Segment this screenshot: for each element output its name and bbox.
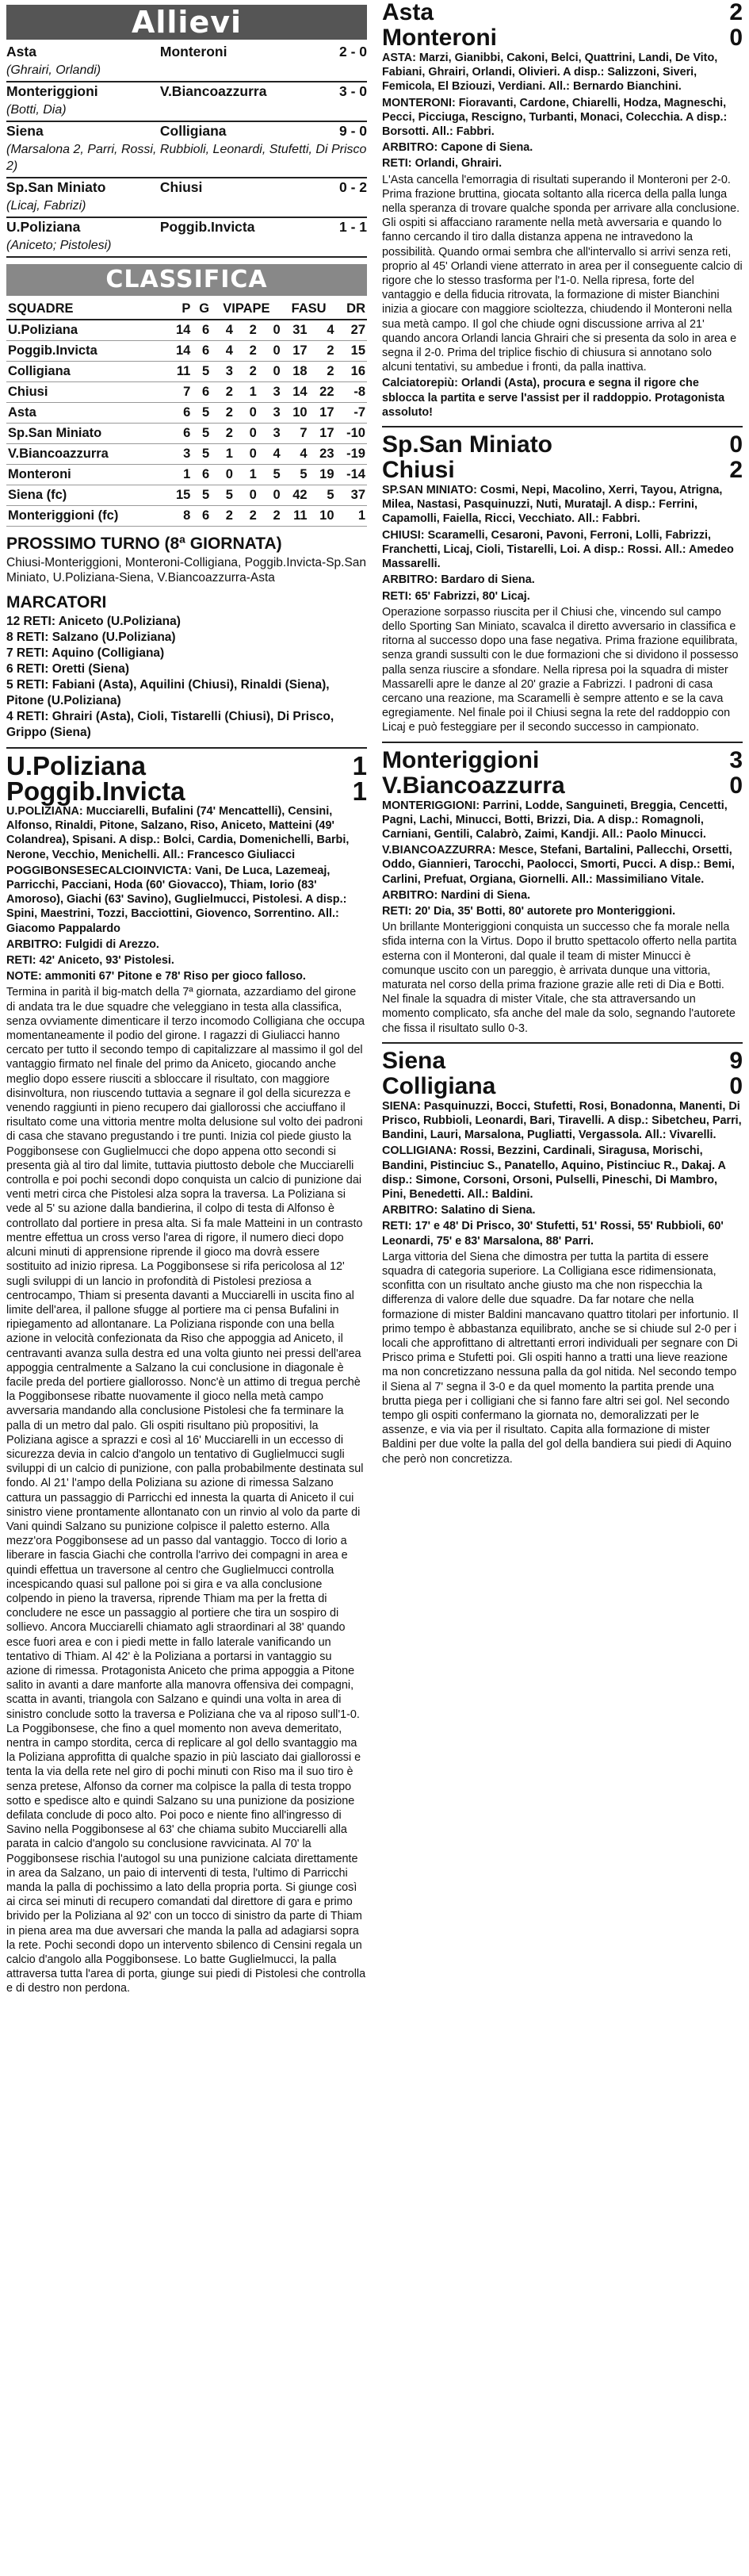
standings-cell-f: 17 [282,341,309,362]
standings-cell-pa: 0 [235,444,258,465]
standings-cell-dr: -8 [336,382,367,403]
standings-cell-pe: 3 [258,403,282,424]
standings-cell-pa: 2 [235,506,258,527]
standings-cell-p: 15 [167,485,193,506]
result-scorers-row [6,140,367,178]
standings-cell-dr: 16 [336,362,367,382]
lineup-line: RETI: Orlandi, Ghrairi. [382,157,503,171]
home-team: Siena [6,123,44,139]
standings-cell-f: 7 [282,424,309,444]
away-team-score: 0 [729,1072,743,1099]
standings-cell-team: Monteriggioni (fc) [6,506,167,527]
divider [382,426,743,427]
home-team-name: Sp.San Miniato [382,431,553,458]
match-article-siena-colligiana [382,1048,743,1466]
match-home-line [382,0,743,25]
lineup-line: CHIUSI: Scaramelli, Cesaroni, Pavoni, Ferroni, Lolli, Fabrizzi, Franchetti, Licaj, Cioli, Tistarelli, Loi. A disp.: Rossi. All.: Amedeo Massarelli. [382,528,734,571]
standings-cell-team: Poggib.Invicta [6,341,167,362]
standings-cell-team: Chiusi [6,382,167,403]
standings-cell-g: 6 [192,382,211,403]
standings-cell-pe: 3 [258,424,282,444]
standings-cell-v: 2 [211,382,235,403]
standings-cell-dr: 15 [336,341,367,362]
home-team-score: 2 [729,0,743,25]
standings-cell-pa: 1 [235,382,258,403]
standings-table [6,299,367,527]
lineup-line: NOTE: ammoniti 67' Pitone e 78' Riso per gioco falloso. [6,970,306,983]
lineup-line: POGGIBONSESECALCIOINVICTA: Vani, De Luca, Lazemeaj, Parricchi, Pacciani, Hoda (60' Giovacco), Thiam, Iorio (83' Amoroso), Giachi (63' Savino), Guglielmucci, Pistolesi. A disp.: Spini, Maestrini, Tozzi, Bacciottini, Giovenco, Sorrentino. All.: Giacomo Pappalardo [6,864,347,935]
away-team: Poggib.Invicta [159,219,255,235]
standings-cell-v: 0 [211,465,235,485]
lineup-line: ARBITRO: Capone di Siena. [382,141,533,155]
goal-scorers: (Licaj, Fabrizi) [6,197,367,217]
standings-cell-a: 22 [309,382,336,403]
match-home-line [382,432,743,458]
standings-cell-a: 19 [309,465,336,485]
standings-row [6,382,367,403]
match-report: Un brillante Monteriggioni conquista un successo che fa morale nella sfida interna con la Virtus. Dopo il brutto spettacolo offerto nella partita esterna con il Monteroni, dal quale il team di mister Minucci è comunque uscito con un pareggio, è arrivata dunque una vittoria, maturata nel corso della prima frazione grazie alle reti di Dia e Botti. Nel finale la squadra di mister Vitale, che sta attraversando un momento complicato, sfa anche del male da solo, segnando l'autorete che fissa il risultato sullo 0-3. [382,921,737,1035]
goal-scorers: (Aniceto; Pistolesi) [6,236,367,257]
standings-cell-f: 42 [282,485,309,506]
standings-row [6,465,367,485]
scorer-line: 8 RETI: Salzano (U.Poliziana) [6,631,176,644]
standings-col-header: DR [336,299,367,320]
standings-cell-pa: 2 [235,362,258,382]
divider [6,747,367,749]
away-team: Colligiana [159,123,227,139]
standings-row [6,320,367,341]
standings-row [6,424,367,444]
result-row [6,82,367,101]
lineup-line: V.BIANCOAZZURRA: Mesce, Stefani, Bartalini, Pallecchi, Orsetti, Oddo, Giannieri, Tarocchi, Paolocci, Smorti, Pucci. A disp.: Bemi, Carlini, Prefuat, Orgiana, Giornelli. All.: Massimiliano Vitale. [382,844,735,886]
standings-col-header: P [167,299,193,320]
home-team: Sp.San Miniato [6,179,106,195]
standings-cell-p: 8 [167,506,193,527]
standings-cell-p: 6 [167,424,193,444]
match-home-line [6,753,367,779]
standings-cell-a: 10 [309,506,336,527]
lineup-line: SIENA: Pasquinuzzi, Bocci, Stufetti, Rosi, Bonadonna, Manenti, Di Prisco, Rubbioli, Leonardi, Bari, Tiravelli. A disp.: Sibetcheu, Parri, Bandini, Lauri, Marsalona, Pugliatti, Vergassola. All.: Vivarelli. [382,1099,742,1142]
lineup-line: MONTERIGGIONI: Parrini, Lodde, Sanguineti, Breggia, Cencetti, Pagni, Lachi, Minucci, Botti, Brizzi, Dia. A disp.: Romagnoli, Carniani, Gentili, Calabrò, Zaimi, Kandji. All.: Paolo Minucci. [382,799,728,841]
standings-cell-p: 11 [167,362,193,382]
home-team-name: Monteriggioni [382,746,540,773]
standings-row [6,506,367,527]
home-team-score: 1 [352,751,367,780]
lineup-line: COLLIGIANA: Rossi, Bezzini, Cardinali, Siragusa, Morischi, Bandini, Pistinciuc S., Panatello, Aquino, Pistinciuc R., Dakaj. A disp.: Simone, Corsoni, Orsoni, Pulselli, Pineschi, Di Mambro, Pini, Benedetti. All.: Baldini. [382,1144,726,1201]
match-report: Operazione sorpasso riuscita per il Chiusi che, vincendo sul campo dello Sporting San Miniato, scavalca il diretto avversario in classifica e ritorna al successo dopo una fase negativa. Prima frazione equilibrata, senza grandi sussulti con le due formazioni che si dividono il possesso palla senza riuscire a sfondare. Nella ripresa poi la squadra di mister Massarelli apre le danze al 20' grazie a Fabrizzi. I padroni di casa cercano una reazione, ma Scaramelli è sempre attento e se la cava egregiamente. Nel finale poi il Chiusi segna la rete del raddoppio con Licaj e può festeggiare per il secondo successo in campionato. [382,605,739,734]
standings-cell-dr: 37 [336,485,367,506]
lineup-line: RETI: 42' Aniceto, 93' Pistolesi. [6,954,174,968]
lineup-line: MONTERONI: Fioravanti, Cardone, Chiarelli, Hodza, Magneschi, Pecci, Picciuga, Rescigno, Turbanti, Monaci, Colecchia. A disp.: Borsotti. All.: Fabbri. [382,96,728,139]
away-team: V.Biancoazzurra [159,83,267,99]
scorers-title: MARCATORI [6,593,107,611]
standings-cell-p: 1 [167,465,193,485]
away-team-score: 0 [729,25,743,51]
section-header-allievi: Allievi [6,5,367,40]
standings-cell-p: 14 [167,341,193,362]
standings-cell-pa: 2 [235,341,258,362]
match-away-line [6,776,367,806]
standings-cell-pa: 1 [235,465,258,485]
away-team-name: Monteroni [382,25,497,51]
standings-cell-p: 14 [167,320,193,341]
standings-cell-g: 6 [192,341,211,362]
lineup-line: RETI: 17' e 48' Di Prisco, 30' Stufetti, 51' Rossi, 55' Rubbioli, 60' Leonardi, 75' e 83' Marsalona, 88' Parri. [382,1220,724,1248]
scorer-line: 6 RETI: Oretti (Siena) [6,662,130,676]
standings-cell-dr: -7 [336,403,367,424]
standings-cell-team: Sp.San Miniato [6,424,167,444]
match-score: 0 - 2 [338,179,367,195]
standings-header-row [6,299,367,320]
standings-cell-team: Asta [6,403,167,424]
match-away-line [382,25,743,51]
standings-cell-a: 23 [309,444,336,465]
match-score: 2 - 0 [338,44,367,59]
standings-row [6,341,367,362]
standings-cell-v: 1 [211,444,235,465]
standings-cell-pe: 2 [258,506,282,527]
match-article-poliziana-poggibonsi [6,753,367,1996]
scorer-line: 7 RETI: Aquino (Colligiana) [6,646,165,660]
lineup-line: ASTA: Marzi, Gianibbi, Cakoni, Belci, Quattrini, Landi, De Vito, Fabiani, Ghrairi, Orlandi, Olivieri. A disp.: Salizzoni, Siveri, Femicola, El Bziouzi, Verdiani. All.: Bernardo Bianchini. [382,52,718,94]
standings-row [6,362,367,382]
home-team-score: 9 [729,1047,743,1074]
right-column [382,0,743,1468]
standings-cell-g: 5 [192,362,211,382]
standings-cell-team: Colligiana [6,362,167,382]
standings-cell-v: 3 [211,362,235,382]
home-team-name: U.Poliziana [6,751,147,780]
home-team-name: Asta [382,0,434,25]
standings-cell-f: 11 [282,506,309,527]
standings-cell-f: 18 [282,362,309,382]
match-home-line [382,748,743,773]
standings-cell-pa: 0 [235,403,258,424]
standings-cell-a: 5 [309,485,336,506]
standings-cell-f: 4 [282,444,309,465]
standings-cell-dr: -10 [336,424,367,444]
match-report-highlight: Calciatorepiù: Orlandi (Asta), procura e segna il rigore che sblocca la partita e serve l'assist per il raddoppio. Protagonista assoluto! [382,377,725,419]
away-team-name: Poggib.Invicta [6,776,185,806]
next-round-text: Chiusi-Monteriggioni, Monteroni-Colligiana, Poggib.Invicta-Sp.San Miniato, U.Poliziana-Siena, V.Biancoazzurra-Asta [6,556,367,585]
results-table [6,43,367,258]
standings-cell-pe: 0 [258,320,282,341]
divider [382,742,743,743]
result-scorers-row [6,236,367,257]
result-row [6,217,367,236]
standings-cell-a: 17 [309,424,336,444]
match-report: L'Asta cancella l'emorragia di risultati superando il Monteroni per 2-0. Prima frazione bruttina, giocata soltanto alla ricerca della palla lunga nella speranza di trovare qualche sponda per arrivare alla conclusione. Gli ospiti si affacciano raramente nella metà avversaria e quando lo fanno cercando il tiro dalla distanza appena ne intravedono la possibilità. Quando ormai sembra che all'intervallo si arrivi senza reti, proprio al 45' Orlandi viene atterrato in area per il conseguente calcio di rigore che lo stesso trasforma per l'1-0. Nella ripresa, forte del vantaggio e della fiducia ritrovata, la formazione di mister Bianchini inizia a giocare con maggiore scioltezza, chiudendo il Monteroni nella sua metà campo. Il gol che chiude ogni discussione arriva al 21' quando ancora Orlandi lancia Ghrairi che si presenta da solo in area e segna il 2-0. Prima del triplice fischio di chiusura si annotano solo alcuni tentativi, su ambedue i fronti, da palla inattiva. [382,173,743,374]
result-row [6,178,367,197]
away-team-name: V.Biancoazzurra [382,772,565,799]
standings-cell-pe: 0 [258,485,282,506]
lineup-line: RETI: 65' Fabrizzi, 80' Licaj. [382,589,530,603]
standings-cell-dr: -14 [336,465,367,485]
standings-cell-g: 5 [192,444,211,465]
standings-cell-a: 2 [309,362,336,382]
lineup-line: SP.SAN MINIATO: Cosmi, Nepi, Macolino, Xerri, Tayou, Atrigna, Milea, Nastasi, Pasquinuzzi, Nuti, Muratajl. A disp.: Ferrini, Capamolli, Faiella, Ricci, Vecchiato. All.: Fabbri. [382,484,723,526]
away-team-score: 0 [729,772,743,799]
match-away-line [382,773,743,799]
away-team: Monteroni [159,44,227,59]
divider [382,1042,743,1044]
next-round-title: PROSSIMO TURNO (8ª GIORNATA) [6,535,282,553]
match-home-line [382,1048,743,1074]
lineup-line: ARBITRO: Fulgidi di Arezzo. [6,937,159,951]
standings-cell-f: 31 [282,320,309,341]
standings-cell-v: 4 [211,341,235,362]
standings-col-header: G [192,299,211,320]
standings-cell-f: 10 [282,403,309,424]
result-scorers-row [6,101,367,121]
standings-row [6,403,367,424]
result-scorers-row [6,197,367,217]
standings-col-header: VIPAPE [211,299,282,320]
home-team: Monteriggioni [6,83,98,99]
away-team-name: Chiusi [382,457,455,484]
standings-cell-p: 7 [167,382,193,403]
goal-scorers: (Marsalona 2, Parri, Rossi, Rubbioli, Leonardi, Stufetti, Di Prisco 2) [6,140,367,178]
match-away-line [382,1074,743,1099]
away-team-score: 1 [352,776,367,806]
standings-col-header: FASU [282,299,336,320]
match-article-asta-monteroni [382,0,743,420]
standings-cell-g: 6 [192,506,211,527]
standings-cell-v: 2 [211,506,235,527]
match-article-monteriggioni-biancoazzurra [382,748,743,1036]
standings-cell-v: 4 [211,320,235,341]
home-team-name: Siena [382,1047,446,1074]
standings-cell-team: U.Poliziana [6,320,167,341]
standings-cell-team: V.Biancoazzurra [6,444,167,465]
standings-cell-pa: 0 [235,424,258,444]
lineup-line: RETI: 20' Dia, 35' Botti, 80' autorete pro Monteriggioni. [382,904,676,918]
home-team-score: 0 [729,431,743,458]
standings-cell-pe: 3 [258,382,282,403]
home-team: U.Poliziana [6,219,81,235]
lineup-line: ARBITRO: Salatino di Siena. [382,1204,536,1217]
home-team-score: 3 [729,746,743,773]
standings-cell-pe: 0 [258,341,282,362]
match-score: 1 - 1 [338,219,367,235]
scorer-line: 4 RETI: Ghrairi (Asta), Cioli, Tistarelli (Chiusi), Di Prisco, Grippo (Siena) [6,710,334,739]
standings-cell-g: 6 [192,465,211,485]
match-score: 9 - 0 [338,123,367,139]
scorer-line: 5 RETI: Fabiani (Asta), Aquilini (Chiusi), Rinaldi (Siena), Pitone (U.Poliziana) [6,678,330,707]
standings-cell-pe: 4 [258,444,282,465]
goal-scorers: (Ghrairi, Orlandi) [6,61,367,82]
standings-cell-pe: 0 [258,362,282,382]
standings-cell-v: 2 [211,403,235,424]
standings-cell-dr: -19 [336,444,367,465]
standings-cell-g: 5 [192,403,211,424]
standings-col-header: SQUADRE [6,299,167,320]
standings-cell-pe: 5 [258,465,282,485]
lineup-line: ARBITRO: Nardini di Siena. [382,888,531,902]
match-score: 3 - 0 [338,83,367,99]
standings-row [6,485,367,506]
section-header-classifica: CLASSIFICA [6,264,367,296]
standings-row [6,444,367,465]
away-team-name: Colligiana [382,1072,496,1099]
scorer-line: 12 RETI: Aniceto (U.Poliziana) [6,615,181,628]
goal-scorers: (Botti, Dia) [6,101,367,121]
standings-cell-a: 17 [309,403,336,424]
match-report: Larga vittoria del Siena che dimostra per tutta la partita di essere squadra di categoria superiore. La Colligiana esce ridimensionata, sconfitta con un risultato anche giusto ma che non rispecchia la differenza di valore delle due squadre. Da far notare che nella formazione di mister Baldini mancavano quattro titolari per infortunio. Il primo tempo è abbastanza equilibrato, anche se si chiude sul 2-0 per i locali che approfittano di altrettanti errori individuali per segnare con Di Prisco prima e Stufetti poi. Gli ospiti hanno a tratti una lieve reazione ma non concretizzano nessuna palla da gol nitida. Nel secondo tempo il Siena al 7' segna il 3-0 e da quel momento la partita prende una brutta piega per i colligiani che si fanno fare altri sei gol. Nel secondo tempo gli ospiti confermano la giornata no, demoralizzati per le assenze, e via via per il risultato. Capita alla formazione di mister Baldini per due volte la palla del gol della bandiera sui piedi di Aquino che però non concretizza. [382,1250,739,1466]
standings-cell-g: 5 [192,424,211,444]
standings-cell-a: 2 [309,341,336,362]
result-row [6,43,367,61]
match-report: Termina in parità il big-match della 7ª giornata, azzardiamo del girone di andata tra le due squadre che veleggiano in testa alla classifica, senza ovviamente dimenticare il terzo incomodo Colligiana che occupa momentaneamente il podio del girone. I ragazzi di Giuliacci hanno cercato per tutto il secondo tempo di capitalizzare al massimo il gol del vantaggio firmato nel finale del primo da Aniceto, giocando anche meglio dopo essere riusciti a sbloccare il risultato, con maggiore disinvoltura, non riuscendo tuttavia a segnare il gol della sicurezza e venendo raggiunti in pieno recupero dai giallorossi che acciuffano il risultato come una vittoria mentre molta delusione sul volto dei padroni di casa che stavano pregustando i tre punti. Inizia col piede giusto la Poggibonsese con Guglielmucci che dopo appena otto secondi si presenta già al tiro dal limite, tuttavia piuttosto debole che Mucciarelli controlla e poi pochi secondi dopo conquista un calcio di punizione dai venti metri circa che Pistolesi alza sopra la traversa. La Poliziana si vede al 5' su azione dalla bandierina, il colpo di testa di Alfonso è controllato dal portiere in presa alta. Si fa male Matteini in un contrasto mentre effettua un cross verso l'area di rigore, il numero dieci dopo alcuni minuti di apprensione riprende il gioco ma dovrà essere sostituito ad inizio ripresa. La Poggibonsese si rifa pericolosa al 12' sugli sviluppi di un lancio in profondità di Pistolesi preziosa a centrocampo, Thiam si presenta davanti a Mucciarelli in uscita fino al limite dell'area, il pallone sfugge al portiere ma ci pensa Bufalini in ripiegamento ad allontanare. La Poliziana risponde con una bella azione in velocità confezionata da Riso che appoggia ad Aniceto, il centravanti avanza sulla destra ed una volta giunto nei pressi dell'area appoggia centralmente a Salzano la cui conclusione in diagonale è facile preda del portiere giallorosso. Nonc'è un attimo di tregua perchè la Poggibonsese ribatte nuovamente il gioco nella metà campo avversaria mandando alla conclusione Pistolesi che fa terminare la palla di un metro dal palo. Gli ospiti risultano più propositivi, la Poliziana agisce a sprazzi e così al 16' Mucciarelli in un eccesso di sicurezza devia in calcio d'angolo un tentativo di Guglielmucci sugli sviluppi di un calcio di punizione, con palla probabilmente destinata sul fondo. Al 21' l'ampo della Poliziana su azione di rimessa Salzano cattura un passaggio di Parricchi ed innesta la quarta di Aniceto il cui sinistro viene prontamente allontanato con un rinvio al volo da parte di Vani quindi Salzano su punizione colpisce il paletto esterno. Alla mezz'ora Poggibonsese ad un passo dal vantaggio. Tocco di Iorio a liberare in fascia Giachi che controlla l'arrivo dei compagni in area e quindi effettua un traversone al centro che Guglielmucci controlla incespicando quasi sul pallone poi si gira e va alla conclusione colpendo in pieno la traversa, riprende Thiam ma per la fretta di concludere ne esce un passaggio al portiere che tira un sospiro di sollievo. Ancora Mucciarelli chiamato agli straordinari al 38' quando esce fuori area e con i piedi mette in fallo laterale vanificando un tentativo di Thiam. Al 42' è la Poliziana a portarsi in vantaggio su azione di rimessa. Protagonista Aniceto che prima appoggia a Pitone salito in avanti a dare manforte alla manovra offensiva dei compagni, scatta in avanti, triangola con Salzano e quindi una volta in area di sinistro conclude sotto la traversa e Poliziana che va al riposo sull'1-0. La Poggibonsese, che fino a quel momento non aveva demeritato, nentra in campo stordita, cerca di replicare al gol dello svantaggio ma la Poliziana approfitta di qualche spazio in più lasciato dai giallorossi e tenta la via della rete nel giro di pochi minuti con Riso ma il suo tiro è senza pretese, Alfonso da corner ma colpisce la palla di testa troppo sotto e spedisce alto e quindi Salzano su una punizione da posizione defilata conclude di poco alto. Poi poco e niente fino all'ingresso di Savino nella Poggibonsese al 63' che chiama subito Mucciarelli alla parata in calcio d'angolo su conclusione ravvicinata. Al 70' la Poggibonsese rischia l'autogol su una punizione calciata direttamente in area da Salzano, un paio di interventi di testa, l'ultimo di Parricchi manda la palla di pochissimo a lato della propria porta. Si giunge così ai circa sei minuti di recupero comandati dal direttore di gara e primo brivido per la Poliziana al 92' con un tocco di sinistro da parte di Thiam in piena area ma due avversari che manda la palla ad adagiarsi sopra la rete. Pochi secondi dopo un intervento sbilenco di Censini regala un calcio d'angolo alla Poggibonsese. Lo batte Guglielmucci, la palla attraversa tutta l'area di porta, giunge sui piedi di Pistolesi che controlla e di destro non perdona. [6,986,366,1995]
result-scorers-row [6,61,367,82]
standings-cell-pa: 2 [235,320,258,341]
standings-cell-g: 5 [192,485,211,506]
scorers-list [6,614,367,741]
standings-cell-dr: 27 [336,320,367,341]
away-team-score: 2 [729,457,743,484]
standings-cell-g: 6 [192,320,211,341]
result-row [6,121,367,140]
standings-cell-dr: 1 [336,506,367,527]
away-team: Chiusi [159,179,203,195]
standings-cell-team: Siena (fc) [6,485,167,506]
lineup-line: U.POLIZIANA: Mucciarelli, Bufalini (74' Mencattelli), Censini, Alfonso, Rinaldi, Pitone, Salzano, Riso, Aniceto, Matteini (49' Colandrea), Spisani. A disp.: Bolci, Cardia, Domenichelli, Barbi, Nerone, Vecchio, Menichelli. All.: Francesco Giuliacci [6,805,350,861]
standings-cell-team: Monteroni [6,465,167,485]
standings-cell-f: 14 [282,382,309,403]
match-article-sanminiato-chiusi [382,432,743,734]
lineup-line: ARBITRO: Bardaro di Siena. [382,573,535,587]
standings-cell-v: 5 [211,485,235,506]
home-team: Asta [6,44,36,59]
left-column [6,0,367,1998]
match-away-line [382,458,743,483]
standings-cell-p: 6 [167,403,193,424]
standings-cell-a: 4 [309,320,336,341]
standings-cell-p: 3 [167,444,193,465]
standings-cell-pa: 0 [235,485,258,506]
standings-cell-f: 5 [282,465,309,485]
standings-cell-v: 2 [211,424,235,444]
